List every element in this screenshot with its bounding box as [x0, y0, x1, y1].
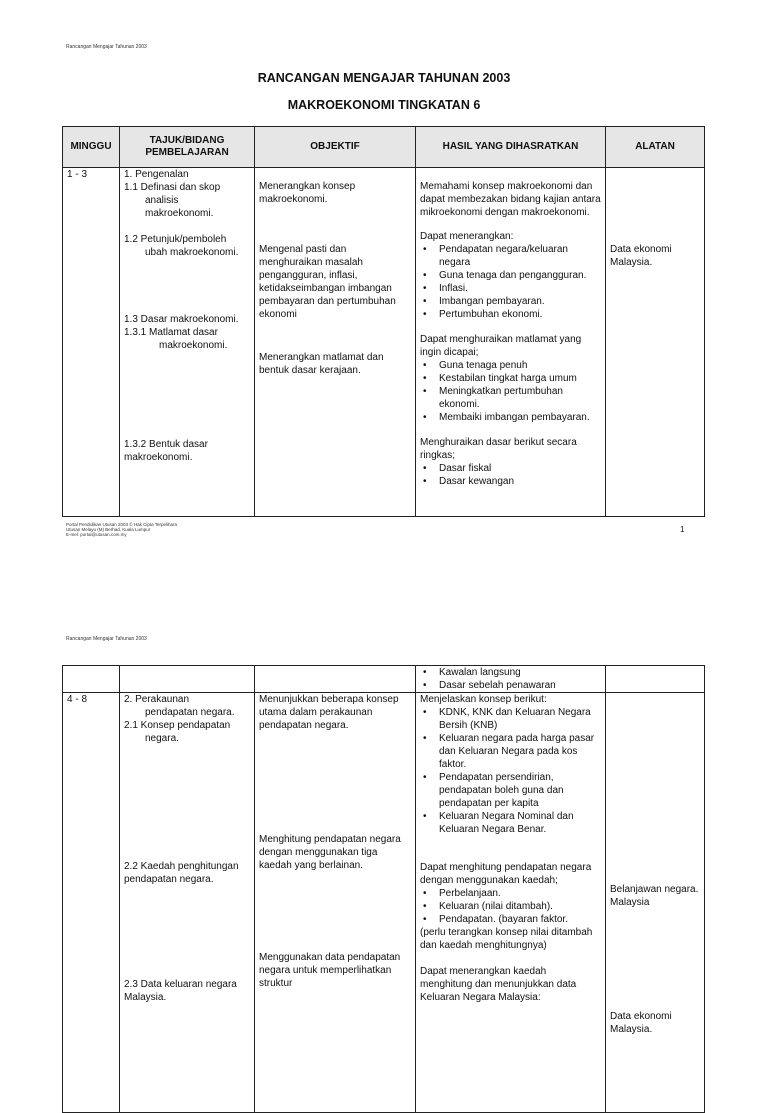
objektif-text: Mengenal pasti dan menghuraikan masalah pengangguran, inflasi, ketidakseimbangan imbangan pembayaran dan pertumbuhan ekonomi	[259, 244, 396, 320]
alatan-text: Belanjawan negara. Malaysia	[610, 884, 699, 908]
tajuk-line: 1.3.1 Matlamat dasar	[124, 327, 218, 338]
tajuk-line: 1.3.2 Bentuk dasar	[124, 439, 208, 450]
list-item: • Dasar fiskal	[420, 462, 601, 475]
tajuk-line: ubah makroekonomi.	[145, 247, 239, 258]
minggu-value: 1 - 3	[67, 169, 88, 180]
tajuk-line: pendapatan negara.	[145, 707, 235, 718]
running-header: Rancangan Mengajar Tahunan 2003	[66, 636, 147, 642]
table-row	[63, 168, 705, 517]
alatan-cell	[606, 168, 705, 517]
list-item: • Membaiki imbangan pembayaran.	[420, 411, 601, 424]
document-subtitle: MAKROEKONOMI TINGKATAN 6	[287, 98, 481, 112]
hasil-list	[420, 359, 601, 424]
hasil-list	[420, 243, 601, 321]
tajuk-line: 2. Perakaunan	[124, 694, 190, 705]
column-header-tajuk	[120, 127, 255, 168]
objektif-text: Menerangkan konsep makroekonomi.	[259, 181, 356, 205]
list-item: • Guna tenaga dan pengangguran.	[420, 269, 601, 282]
hasil-intro: Dapat menghuraikan matlamat yang ingin dicapai;	[420, 334, 582, 358]
hasil-cell	[416, 693, 606, 1113]
tajuk-cell	[120, 168, 255, 517]
column-header-objektif: OBJEKTIF	[255, 127, 416, 168]
list-item: • Perbelanjaan.	[420, 887, 601, 900]
table-header-row	[63, 127, 705, 168]
list-item: • Kestabilan tingkat harga umum	[420, 372, 601, 385]
list-item: • Keluaran negara pada harga pasar dan Keluaran Negara pada kos faktor.	[420, 732, 601, 771]
list-item: • Pendapatan persendirian, pendapatan boleh guna dan pendapatan per kapita	[420, 771, 601, 810]
lesson-plan-table	[62, 126, 705, 517]
tajuk-line: 2.3 Data keluaran negara Malaysia.	[124, 979, 237, 1003]
list-item: • Dasar kewangan	[420, 475, 601, 488]
tajuk-line: 1.3 Dasar makroekonomi.	[124, 314, 239, 325]
list-item: • Keluaran Negara Nominal dan Keluaran Negara Benar.	[420, 810, 601, 836]
minggu-cell	[63, 666, 120, 693]
alatan-cell	[606, 666, 705, 693]
footer-line: Portal Pendidikan Utusan 2003 © Hak Cipta Terpelihara	[66, 522, 178, 527]
tajuk-line: makroekonomi.	[145, 208, 214, 219]
tajuk-line: 1.1 Definasi dan skop	[124, 182, 221, 193]
hasil-intro: Menjelaskan konsep berikut:	[420, 694, 547, 705]
tajuk-line: 2.2 Kaedah penghitungan pendapatan negara.	[124, 861, 239, 885]
tajuk-cell	[120, 666, 255, 693]
objektif-cell	[255, 168, 416, 517]
alatan-text: Data ekonomi Malaysia.	[610, 1011, 672, 1035]
alatan-text: Data ekonomi Malaysia.	[610, 244, 672, 268]
tajuk-line: analisis	[145, 195, 179, 206]
hasil-note: (perlu terangkan konsep nilai ditambah dan kaedah menghitungnya)	[420, 927, 593, 951]
footer-line: Utusan Melayu (M) Berhad, Kuala Lumpur	[66, 527, 151, 532]
tajuk-line: makroekonomi.	[159, 340, 228, 351]
hasil-intro: Dapat menerangkan:	[420, 231, 514, 242]
objektif-cell	[255, 693, 416, 1113]
objektif-cell	[255, 666, 416, 693]
minggu-cell	[63, 693, 120, 1113]
page-number: 1	[680, 525, 685, 534]
objektif-text: Menggunakan data pendapatan negara untuk memperlihatkan struktur	[259, 952, 401, 989]
hasil-list	[420, 706, 601, 836]
objektif-text: Menghitung pendapatan negara dengan menggunakan tiga kaedah yang berlainan.	[259, 834, 401, 871]
hasil-list	[420, 887, 601, 926]
hasil-text: Memahami konsep makroekonomi dan dapat membezakan bidang kajian antara mikroekonomi dengan makroekonomi.	[420, 181, 601, 218]
running-header: Rancangan Mengajar Tahunan 2003	[66, 44, 147, 50]
tajuk-line: 1. Pengenalan	[124, 169, 189, 180]
document-title: RANCANGAN MENGAJAR TAHUNAN 2003	[257, 71, 511, 85]
list-item: • Pendapatan. (bayaran faktor.	[420, 913, 601, 926]
hasil-intro: Dapat menghitung pendapatan negara dengan menggunakan kaedah;	[420, 862, 592, 886]
column-header-hasil: HASIL YANG DIHASRATKAN	[416, 127, 606, 168]
page-footer	[66, 522, 177, 537]
tajuk-line: makroekonomi.	[124, 452, 193, 463]
list-item: • Pertumbuhan ekonomi.	[420, 308, 601, 321]
tajuk-line: negara.	[145, 733, 179, 744]
footer-line: E-mel: portal@utusan.com.my	[66, 532, 127, 537]
list-item: • Inflasi.	[420, 282, 601, 295]
list-item: • Pendapatan negara/keluaran negara	[420, 243, 601, 269]
alatan-cell	[606, 693, 705, 1113]
table-row	[63, 693, 705, 1113]
objektif-text: Menerangkan matlamat dan bentuk dasar kerajaan.	[259, 352, 384, 376]
list-item: • Meningkatkan pertumbuhan ekonomi.	[420, 385, 601, 411]
hasil-intro: Menghuraikan dasar berikut secara ringkas;	[420, 437, 577, 461]
tajuk-line: 1.2 Petunjuk/pemboleh	[124, 234, 227, 245]
lesson-plan-table-continued	[62, 665, 705, 1113]
document-page-2	[0, 580, 768, 1035]
list-item: • KDNK, KNK dan Keluaran Negara Bersih (KNB)	[420, 706, 601, 732]
hasil-cell	[416, 168, 606, 517]
list-item: • Guna tenaga penuh	[420, 359, 601, 372]
column-header-tajuk-text: TAJUK/BIDANG PEMBELAJARAN	[145, 135, 229, 158]
tajuk-cell	[120, 693, 255, 1113]
table-row	[63, 666, 705, 693]
list-item: • Keluaran (nilai ditambah).	[420, 900, 601, 913]
list-item: • Dasar sebelah penawaran	[420, 679, 601, 692]
list-item: • Kawalan langsung	[420, 666, 601, 679]
hasil-list	[420, 462, 601, 488]
column-header-alatan: ALATAN	[606, 127, 705, 168]
column-header-minggu: MINGGU	[63, 127, 120, 168]
minggu-cell	[63, 168, 120, 517]
hasil-text: Dapat menerangkan kaedah menghitung dan menunjukkan data Keluaran Negara Malaysia:	[420, 966, 577, 1003]
objektif-text: Menunjukkan beberapa konsep utama dalam perakaunan pendapatan negara.	[259, 694, 399, 731]
minggu-value: 4 - 8	[67, 694, 88, 705]
hasil-list	[420, 666, 601, 692]
tajuk-line: 2.1 Konsep pendapatan	[124, 720, 231, 731]
hasil-cell	[416, 666, 606, 693]
list-item: • Imbangan pembayaran.	[420, 295, 601, 308]
